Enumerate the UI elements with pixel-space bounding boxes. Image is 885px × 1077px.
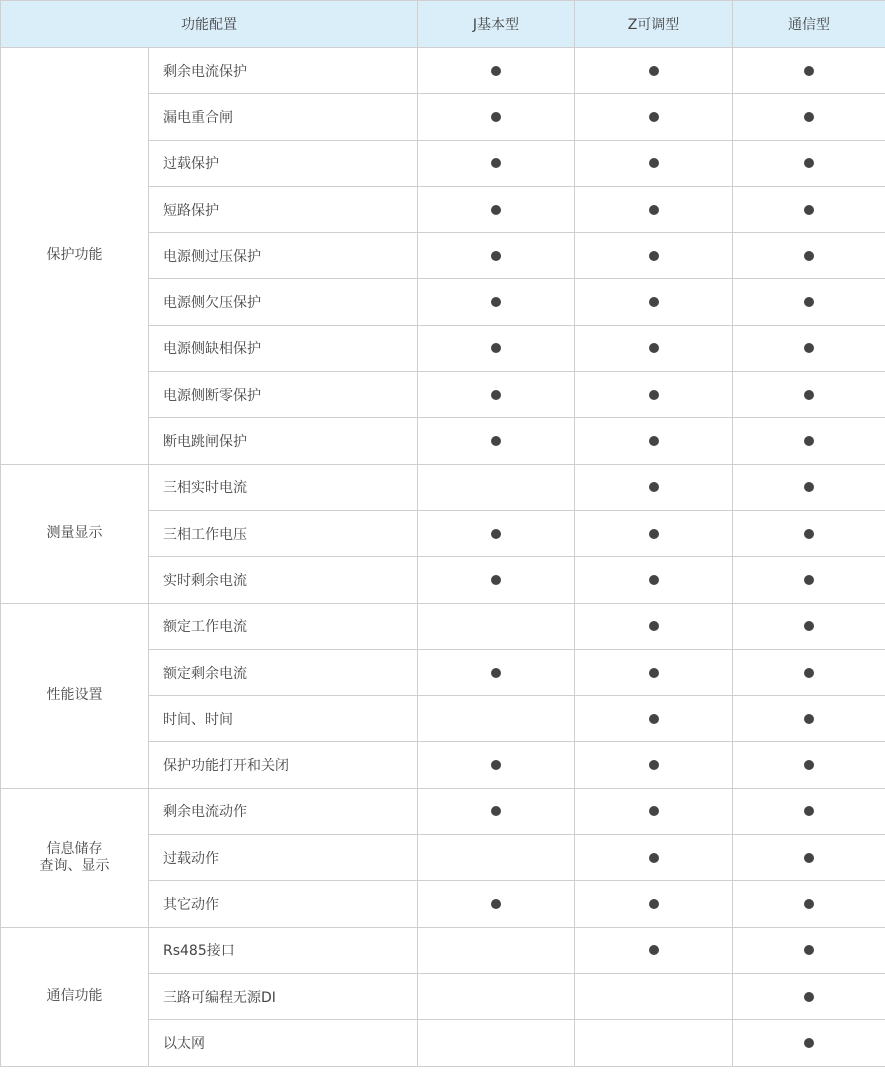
- support-cell-j-basic: [418, 94, 575, 140]
- support-cell-j-basic: [418, 186, 575, 232]
- group-label: 通信功能: [46, 988, 103, 1005]
- supported-dot-icon: [491, 297, 501, 307]
- support-cell-communication: [733, 372, 885, 418]
- supported-dot-icon: [491, 66, 501, 76]
- support-cell-j-basic: [418, 788, 575, 834]
- supported-dot-icon: [804, 899, 814, 909]
- supported-dot-icon: [649, 112, 659, 122]
- support-cell-communication: [733, 186, 885, 232]
- support-cell-communication: [733, 973, 885, 1019]
- supported-dot-icon: [649, 529, 659, 539]
- feature-name: 三路可编程无源DI: [149, 973, 418, 1019]
- supported-dot-icon: [649, 853, 659, 863]
- supported-dot-icon: [804, 343, 814, 353]
- supported-dot-icon: [491, 899, 501, 909]
- feature-name: 断电跳闸保护: [149, 418, 418, 464]
- feature-name: Rs485接口: [149, 927, 418, 973]
- support-cell-z-adjustable: [575, 696, 733, 742]
- feature-name: 额定工作电流: [149, 603, 418, 649]
- support-cell-j-basic: [418, 464, 575, 510]
- supported-dot-icon: [804, 482, 814, 492]
- supported-dot-icon: [804, 714, 814, 724]
- support-cell-z-adjustable: [575, 325, 733, 371]
- supported-dot-icon: [649, 714, 659, 724]
- support-cell-communication: [733, 927, 885, 973]
- support-cell-j-basic: [418, 973, 575, 1019]
- supported-dot-icon: [804, 945, 814, 955]
- feature-name: 其它动作: [149, 881, 418, 927]
- support-cell-z-adjustable: [575, 788, 733, 834]
- feature-name: 额定剩余电流: [149, 649, 418, 695]
- support-cell-communication: [733, 603, 885, 649]
- support-cell-z-adjustable: [575, 464, 733, 510]
- supported-dot-icon: [491, 575, 501, 585]
- support-cell-j-basic: [418, 325, 575, 371]
- supported-dot-icon: [804, 158, 814, 168]
- support-cell-z-adjustable: [575, 1020, 733, 1066]
- support-cell-communication: [733, 649, 885, 695]
- support-cell-z-adjustable: [575, 881, 733, 927]
- support-cell-j-basic: [418, 279, 575, 325]
- supported-dot-icon: [649, 945, 659, 955]
- supported-dot-icon: [804, 992, 814, 1002]
- support-cell-j-basic: [418, 372, 575, 418]
- supported-dot-icon: [649, 668, 659, 678]
- supported-dot-icon: [491, 806, 501, 816]
- supported-dot-icon: [804, 436, 814, 446]
- supported-dot-icon: [804, 621, 814, 631]
- supported-dot-icon: [491, 668, 501, 678]
- supported-dot-icon: [491, 436, 501, 446]
- supported-dot-icon: [491, 390, 501, 400]
- feature-name: 三相实时电流: [149, 464, 418, 510]
- supported-dot-icon: [649, 482, 659, 492]
- group-label-cell: [1, 464, 149, 603]
- support-cell-communication: [733, 94, 885, 140]
- feature-name: 电源侧缺相保护: [149, 325, 418, 371]
- support-cell-communication: [733, 464, 885, 510]
- support-cell-z-adjustable: [575, 186, 733, 232]
- support-cell-j-basic: [418, 927, 575, 973]
- support-cell-j-basic: [418, 140, 575, 186]
- header-z-adjustable: Z可调型: [575, 1, 733, 48]
- feature-name: 过载保护: [149, 140, 418, 186]
- supported-dot-icon: [804, 1038, 814, 1048]
- support-cell-communication: [733, 696, 885, 742]
- supported-dot-icon: [804, 760, 814, 770]
- feature-name: 以太网: [149, 1020, 418, 1066]
- supported-dot-icon: [649, 806, 659, 816]
- support-cell-z-adjustable: [575, 140, 733, 186]
- group-label: 测量显示: [46, 525, 103, 542]
- supported-dot-icon: [804, 205, 814, 215]
- support-cell-communication: [733, 742, 885, 788]
- supported-dot-icon: [804, 112, 814, 122]
- group-label: 性能设置: [46, 687, 103, 704]
- support-cell-z-adjustable: [575, 510, 733, 556]
- supported-dot-icon: [649, 343, 659, 353]
- table-body: [1, 48, 885, 1067]
- support-cell-j-basic: [418, 557, 575, 603]
- support-cell-j-basic: [418, 233, 575, 279]
- feature-name: 剩余电流动作: [149, 788, 418, 834]
- feature-name: 电源侧过压保护: [149, 233, 418, 279]
- support-cell-z-adjustable: [575, 835, 733, 881]
- support-cell-z-adjustable: [575, 94, 733, 140]
- support-cell-z-adjustable: [575, 973, 733, 1019]
- support-cell-communication: [733, 418, 885, 464]
- support-cell-j-basic: [418, 48, 575, 94]
- supported-dot-icon: [804, 390, 814, 400]
- support-cell-j-basic: [418, 835, 575, 881]
- feature-name: 保护功能打开和关闭: [149, 742, 418, 788]
- group-label-line-1: 信息储存: [46, 840, 103, 857]
- support-cell-z-adjustable: [575, 279, 733, 325]
- supported-dot-icon: [491, 158, 501, 168]
- supported-dot-icon: [804, 668, 814, 678]
- group-label: 保护功能: [46, 247, 103, 264]
- feature-name: 电源侧欠压保护: [149, 279, 418, 325]
- support-cell-communication: [733, 835, 885, 881]
- supported-dot-icon: [649, 575, 659, 585]
- header-communication: 通信型: [733, 1, 885, 48]
- table-row: [1, 603, 885, 649]
- supported-dot-icon: [649, 158, 659, 168]
- support-cell-j-basic: [418, 418, 575, 464]
- supported-dot-icon: [491, 529, 501, 539]
- support-cell-z-adjustable: [575, 927, 733, 973]
- supported-dot-icon: [804, 66, 814, 76]
- supported-dot-icon: [804, 853, 814, 863]
- support-cell-communication: [733, 140, 885, 186]
- supported-dot-icon: [649, 436, 659, 446]
- supported-dot-icon: [649, 66, 659, 76]
- supported-dot-icon: [491, 205, 501, 215]
- feature-name: 漏电重合闸: [149, 94, 418, 140]
- supported-dot-icon: [649, 205, 659, 215]
- support-cell-j-basic: [418, 1020, 575, 1066]
- supported-dot-icon: [804, 251, 814, 261]
- table-header: [1, 1, 885, 48]
- supported-dot-icon: [804, 806, 814, 816]
- header-config: 功能配置: [1, 1, 418, 48]
- support-cell-j-basic: [418, 696, 575, 742]
- supported-dot-icon: [804, 575, 814, 585]
- support-cell-j-basic: [418, 881, 575, 927]
- supported-dot-icon: [804, 529, 814, 539]
- header-j-basic: J基本型: [418, 1, 575, 48]
- support-cell-z-adjustable: [575, 233, 733, 279]
- support-cell-communication: [733, 279, 885, 325]
- support-cell-communication: [733, 557, 885, 603]
- support-cell-z-adjustable: [575, 649, 733, 695]
- header-row: [1, 1, 885, 48]
- support-cell-z-adjustable: [575, 742, 733, 788]
- group-label-line-2: 查询、显示: [39, 857, 110, 874]
- group-label-cell: [1, 927, 149, 1066]
- supported-dot-icon: [491, 760, 501, 770]
- supported-dot-icon: [649, 760, 659, 770]
- feature-name: 短路保护: [149, 186, 418, 232]
- feature-name: 过载动作: [149, 835, 418, 881]
- supported-dot-icon: [649, 621, 659, 631]
- supported-dot-icon: [649, 297, 659, 307]
- supported-dot-icon: [649, 390, 659, 400]
- support-cell-j-basic: [418, 603, 575, 649]
- table-row: [1, 464, 885, 510]
- supported-dot-icon: [491, 112, 501, 122]
- supported-dot-icon: [491, 343, 501, 353]
- group-label-cell: [1, 603, 149, 788]
- table-row: [1, 48, 885, 94]
- support-cell-communication: [733, 233, 885, 279]
- feature-name: 三相工作电压: [149, 510, 418, 556]
- support-cell-z-adjustable: [575, 418, 733, 464]
- group-label-cell: [1, 48, 149, 465]
- support-cell-communication: [733, 48, 885, 94]
- feature-name: 剩余电流保护: [149, 48, 418, 94]
- support-cell-j-basic: [418, 649, 575, 695]
- group-label-cell: [1, 788, 149, 927]
- support-cell-j-basic: [418, 742, 575, 788]
- support-cell-z-adjustable: [575, 557, 733, 603]
- feature-name: 电源侧断零保护: [149, 372, 418, 418]
- support-cell-z-adjustable: [575, 603, 733, 649]
- support-cell-communication: [733, 788, 885, 834]
- feature-name: 时间、时间: [149, 696, 418, 742]
- support-cell-communication: [733, 1020, 885, 1066]
- supported-dot-icon: [649, 899, 659, 909]
- supported-dot-icon: [804, 297, 814, 307]
- supported-dot-icon: [649, 251, 659, 261]
- support-cell-j-basic: [418, 510, 575, 556]
- support-cell-communication: [733, 881, 885, 927]
- support-cell-z-adjustable: [575, 372, 733, 418]
- table-row: [1, 788, 885, 834]
- support-cell-communication: [733, 510, 885, 556]
- support-cell-z-adjustable: [575, 48, 733, 94]
- table-row: [1, 927, 885, 973]
- feature-name: 实时剩余电流: [149, 557, 418, 603]
- supported-dot-icon: [491, 251, 501, 261]
- support-cell-communication: [733, 325, 885, 371]
